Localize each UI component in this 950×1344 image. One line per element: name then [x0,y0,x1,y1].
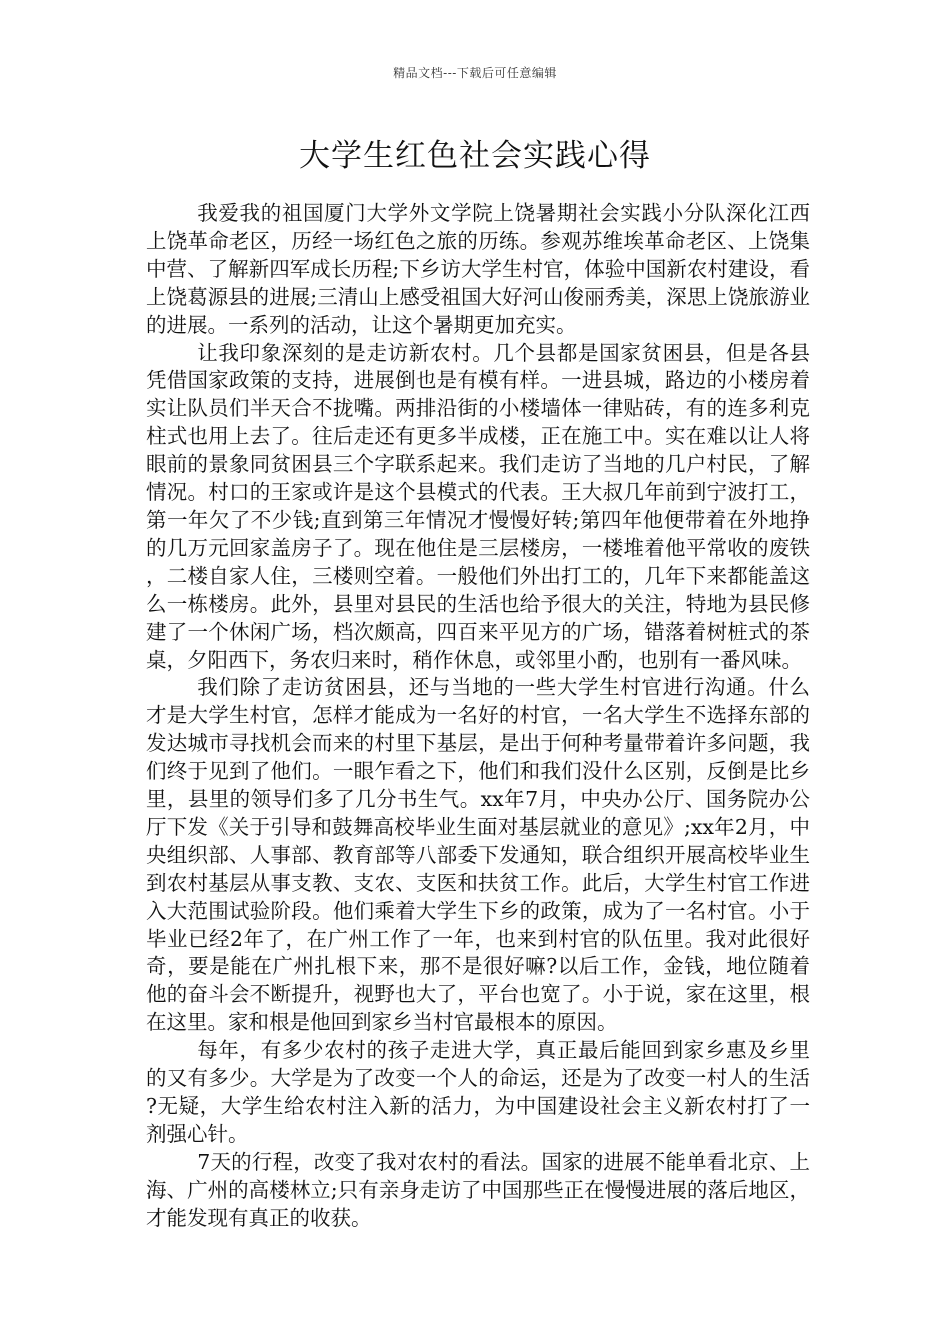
paragraph-3: 我们除了走访贫困县，还与当地的一些大学生村官进行沟通。什么才是大学生村官，怎样才能成为一名好的村官，一名大学生不选择东部的发达城市寻找机会而来的村里下基层，是出于何种考量带着许多问题，我们终于见到了他们。一眼乍看之下，他们和我们没什么区别，反倒是比乡里，县里的领导们多了几分书生气。xx年7月，中央办公厅、国务院办公厅下发《关于引导和鼓舞高校毕业生面对基层就业的意见》;xx年2月，中央组织部、人事部、教育部等八部委下发通知，联合组织开展高校毕业生到农村基层从事支教、支农、支医和扶贫工作。此后，大学生村官工作进入大范围试验阶段。他们乘着大学生下乡的政策，成为了一名村官。小于毕业已经2年了，在广州工作了一年，也来到村官的队伍里。我对此很好奇，要是能在广州扎根下来，那不是很好嘛?以后工作，金钱，地位随着他的奋斗会不断提升，视野也大了，平台也宽了。小于说，家在这里，根在这里。家和根是他回到家乡当村官最根本的原因。 [146,675,810,1035]
header-note: 精品文档---下载后可任意编辑 [393,66,557,80]
paragraph-4: 每年，有多少农村的孩子走进大学，真正最后能回到家乡惠及乡里的又有多少。大学是为了改变一个人的命运，还是为了改变一村人的生活?无疑，大学生给农村注入新的活力，为中国建设社会主义新农村打了一剂强心针。 [146,1038,810,1146]
document-body [146,200,810,1233]
paragraph-5: 7天的行程，改变了我对农村的看法。国家的进展不能单看北京、上海、广州的高楼林立;只有亲身走访了中国那些正在慢慢进展的落后地区，才能发现有真正的收获。 [146,1149,810,1230]
paragraph-2: 让我印象深刻的是走访新农村。几个县都是国家贫困县，但是各县凭借国家政策的支持，进展倒也是有模有样。一进县城，路边的小楼房着实让队员们半天合不拢嘴。两排沿街的小楼墙体一律贴砖，有的连多利克柱式也用上去了。往后走还有更多半成楼，正在施工中。实在难以让人将眼前的景象同贫困县三个字联系起来。我们走访了当地的几户村民，了解情况。村口的王家或许是这个县模式的代表。王大叔几年前到宁波打工，第一年欠了不少钱;直到第三年情况才慢慢好转;第四年他便带着在外地挣的几万元回家盖房子了。现在他住是三层楼房，一楼堆着他平常收的废铁，二楼自家人住，三楼则空着。一般他们外出打工的，几年下来都能盖这么一栋楼房。此外，县里对县民的生活也给予很大的关注，特地为县民修建了一个休闲广场，档次颇高，四百来平见方的广场，错落着树桩式的茶桌，夕阳西下，务农归来时，稍作休息，或邻里小酌，也别有一番风味。 [146,340,810,672]
page-title: 大学生红色社会实践心得 [299,138,651,174]
paragraph-1: 我爱我的祖国厦门大学外文学院上饶暑期社会实践小分队深化江西上饶革命老区，历经一场红色之旅的历练。参观苏维埃革命老区、上饶集中营、了解新四军成长历程;下乡访大学生村官，体验中国新农村建设，看上饶葛源县的进展;三清山上感受祖国大好河山俊丽秀美，深思上饶旅游业的进展。一系列的活动，让这个暑期更加充实。 [146,201,810,337]
